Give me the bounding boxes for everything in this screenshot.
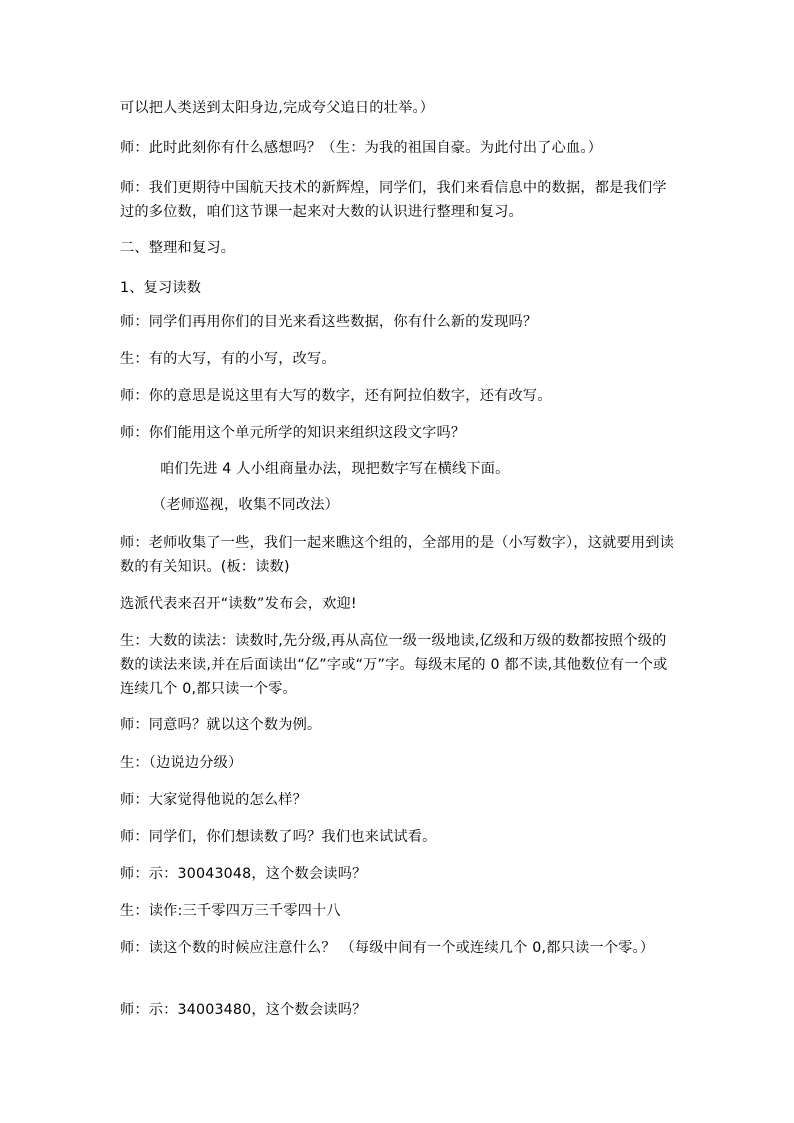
paragraph-22: 师：示：34003480，这个数会读吗？ [120, 1002, 367, 1018]
paragraph-9: 师：你们能用这个单元所学的知识来组织这段文字吗？ [120, 425, 466, 441]
paragraph-7: 生：有的大写，有的小写，改写。 [120, 351, 336, 367]
paragraph-20: 生：读作:三千零四万三千零四十八 [120, 903, 341, 919]
paragraph-2: 师：此时此刻你有什么感想吗？（生：为我的祖国自豪。为此付出了心血。） [120, 140, 603, 156]
paragraph-15: 师：同意吗？就以这个数为例。 [120, 717, 322, 733]
paragraph-12: 师：老师收集了一些，我们一起来瞧这个组的，全部用的是（小写数字），这就要用到读数的有关知识。(板：读数) [120, 535, 675, 575]
paragraph-17: 师：大家觉得他说的怎么样？ [120, 792, 308, 808]
paragraph-16: 生：（边说边分级） [120, 755, 243, 771]
paragraph-3: 师：我们更期待中国航天技术的新辉煌，同学们，我们来看信息中的数据，都是我们学过的多位数，咱们这节课一起来对大数的认识进行整理和复习。 [120, 180, 667, 220]
subsection-heading: 1、复习读数 [120, 280, 202, 296]
section-heading: 二、整理和复习。 [120, 240, 236, 256]
paragraph-19: 师：示：30043048，这个数会读吗？ [120, 866, 367, 882]
paragraph-11: （老师巡视，收集不同改法） [152, 497, 340, 513]
paragraph-14: 生：大数的读法：读数时,先分级,再从高位一级一级地读,亿级和万级的数都按照个级的数的读法来读,并在后面读出“亿”字或“万”字。每级末尾的 0 都不读,其他数位有一个或连续几个 0,都只读一个零。 [120, 633, 668, 697]
paragraph-21: 师：读这个数的时候应注意什么？ （每级中间有一个或连续几个 0,都只读一个零。） [120, 940, 655, 956]
paragraph-10: 咱们先进 4 人小组商量办法，现把数字写在横线下面。 [160, 461, 510, 477]
paragraph-6: 师：同学们再用你们的目光来看这些数据，你有什么新的发现吗？ [120, 314, 538, 330]
paragraph-1: 可以把人类送到太阳身边,完成夸父追日的壮举。） [120, 100, 435, 116]
paragraph-18: 师：同学们，你们想读数了吗？我们也来试试看。 [120, 829, 437, 845]
paragraph-13: 选派代表来召开“读数”发布会，欢迎! [120, 596, 357, 612]
paragraph-8: 师：你的意思是说这里有大写的数字，还有阿拉伯数字，还有改写。 [120, 388, 552, 404]
